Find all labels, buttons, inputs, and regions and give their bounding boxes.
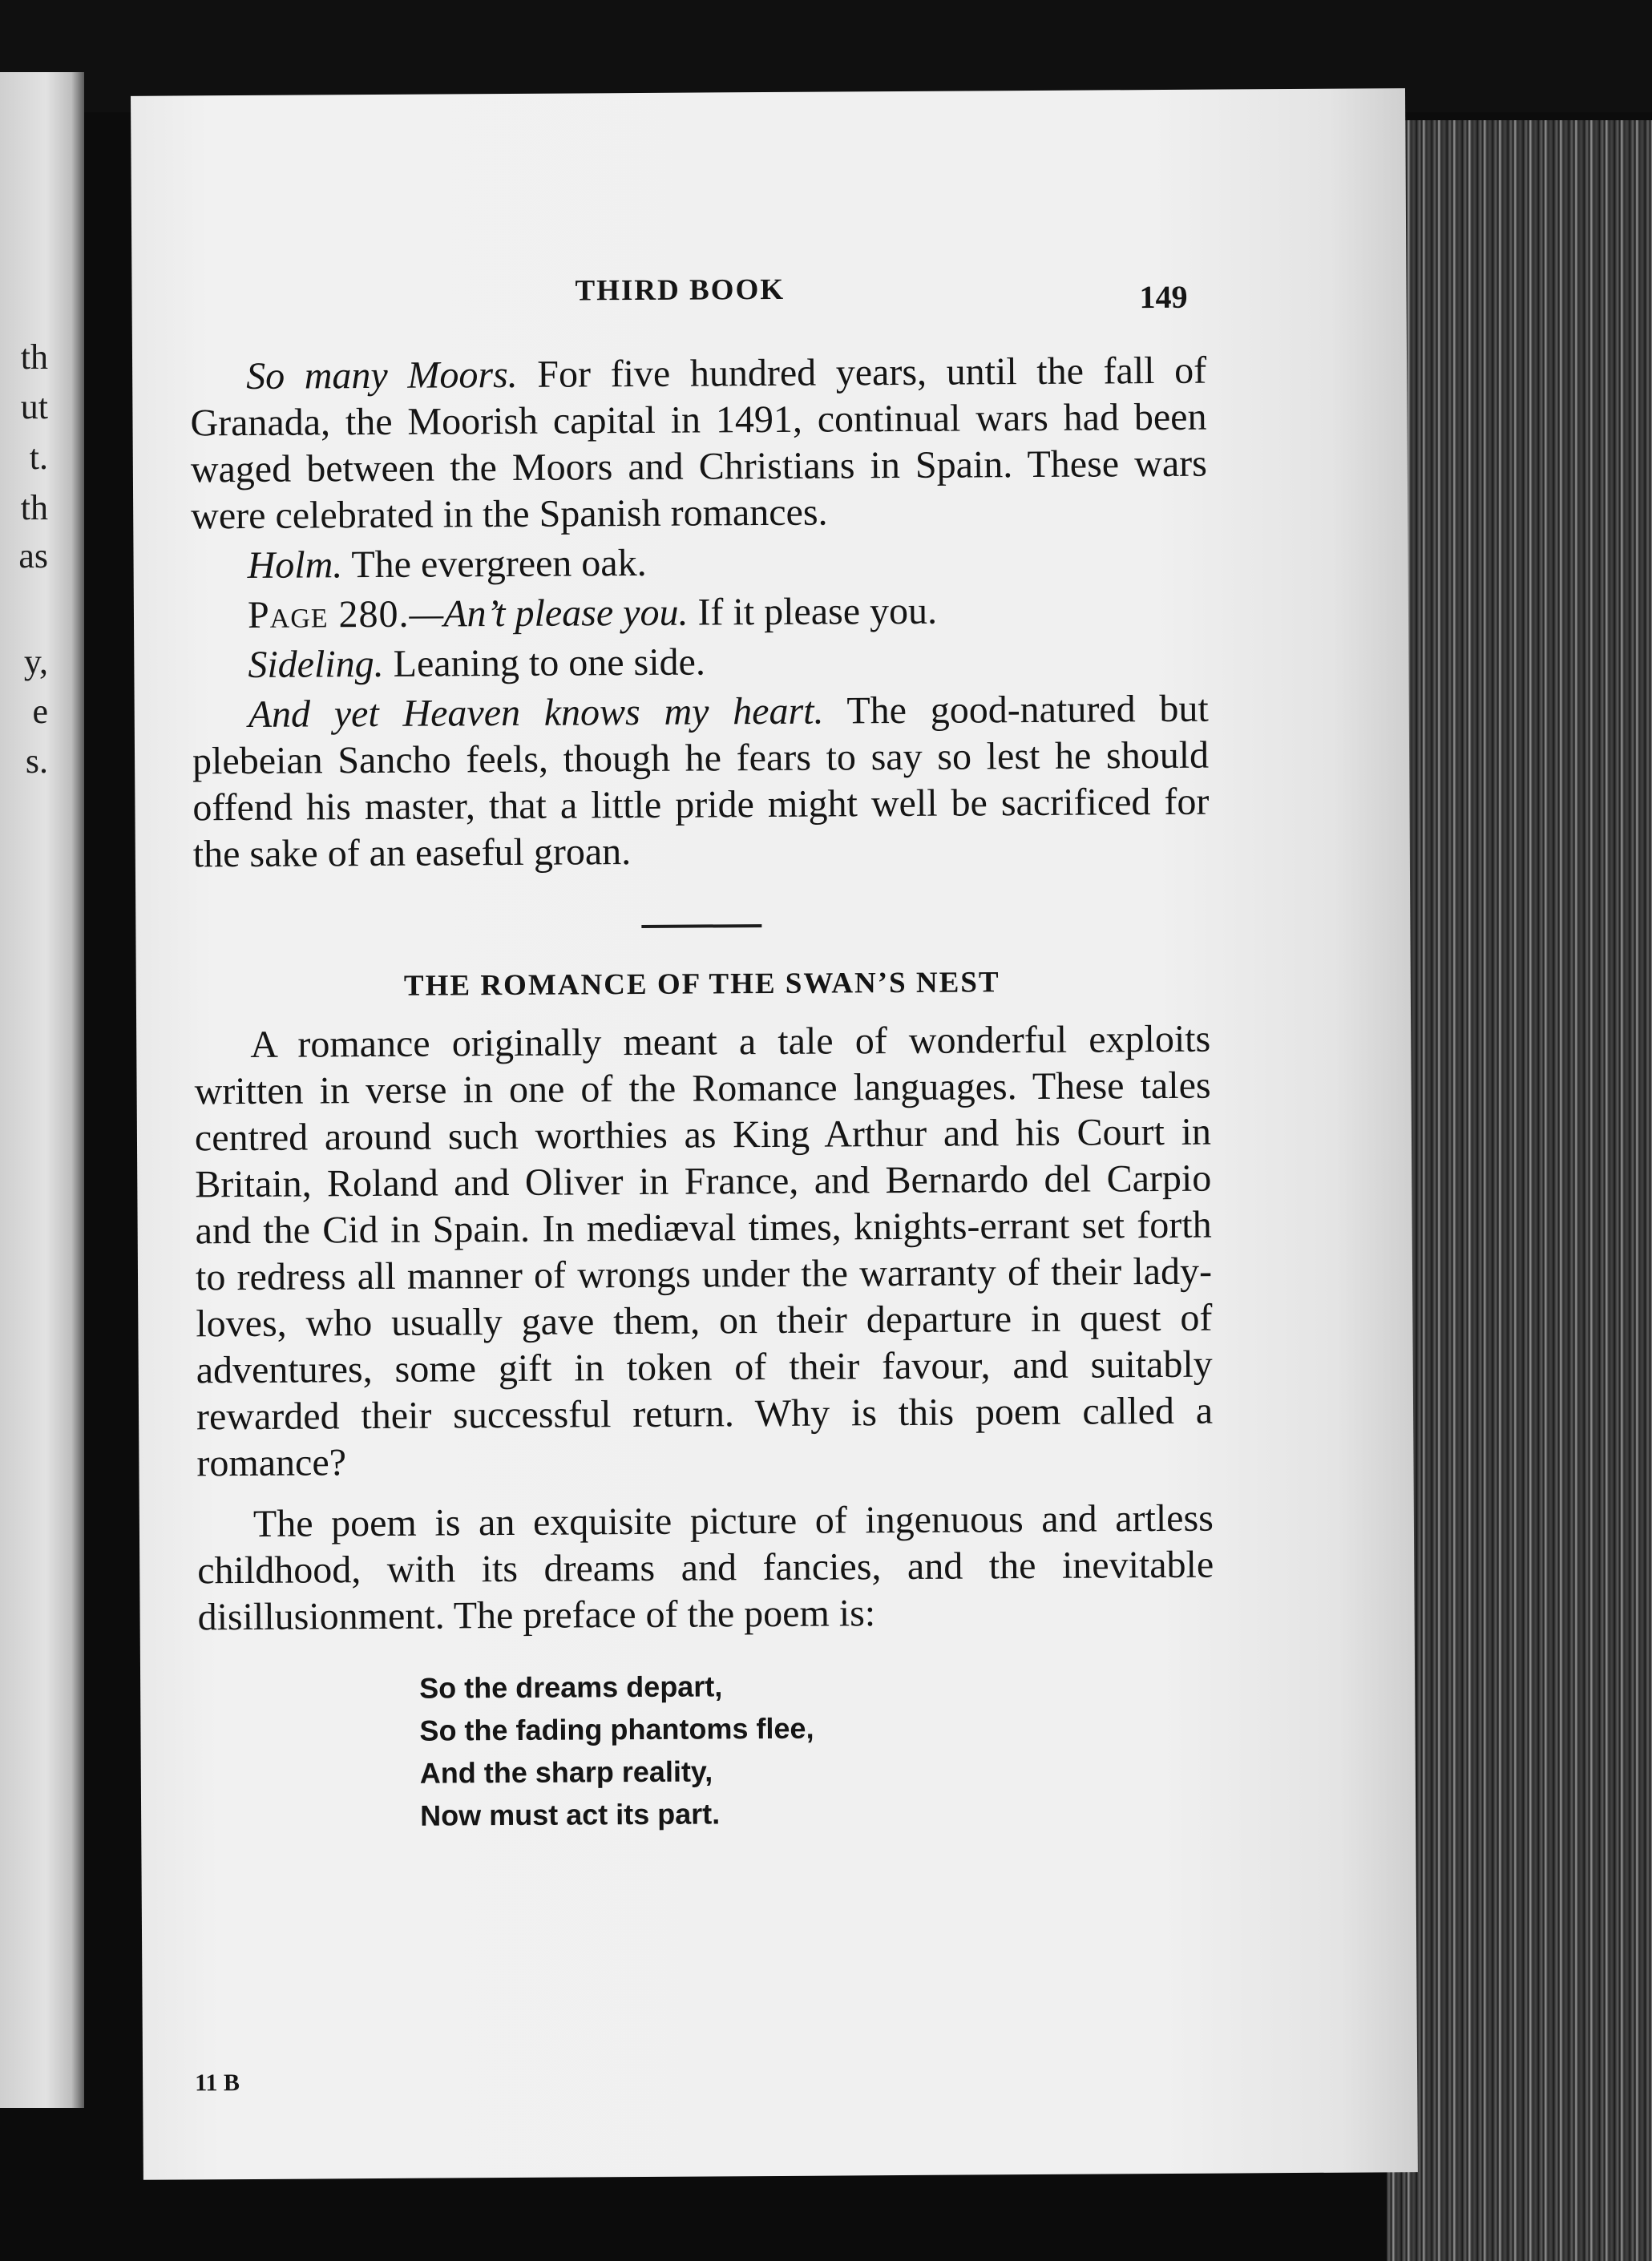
section-divider — [641, 924, 761, 928]
facing-page-fragment: e — [32, 692, 48, 731]
facing-page-fragment: th — [20, 337, 48, 377]
note-text: The good-natured but plebeian Sancho feels, though he fears to say so lest he should offend his master, that a little pride might well be sacrificed for the sake of an easeful groan. — [192, 687, 1210, 876]
facing-page-fragment: th — [20, 488, 48, 527]
note-text: If it please you. — [688, 589, 938, 634]
stanza-line: So the fading phantoms flee, — [419, 1711, 814, 1747]
note-paragraph — [191, 537, 1207, 590]
note-lemma: And yet Heaven knows my heart. — [248, 689, 824, 736]
facing-page-fragment: ut — [20, 387, 48, 426]
note-paragraph — [192, 587, 1208, 640]
note-paragraph — [192, 636, 1208, 689]
note-lemma: Sideling. — [248, 642, 384, 686]
page-number: 149 — [1139, 278, 1188, 316]
note-lemma: So many Moors. — [245, 353, 518, 398]
note-paragraph — [192, 686, 1210, 878]
note-paragraph — [190, 348, 1207, 540]
facing-page-fragment: s. — [25, 741, 48, 781]
page-reference: Page 280. — [247, 592, 410, 636]
note-text: Leaning to one side. — [383, 640, 706, 685]
body-paragraph: A romance originally meant a tale of wonderful exploits written in verse in one of the Romance languages. These tales centred around such worthies as King Arthur and his Court in Britain, Roland and Oliver in France, and Bernardo del Carpio and the Cid in Spain. In mediæval times, knights-errant set forth to redress all manner of wrongs under the warranty of their lady-loves, who usually gave them, on their departure in quest of adventures, some gift in token of their favour, and suitably rewarded their successful return. Why is this poem called a romance? — [194, 1017, 1214, 1485]
stanza-line: And the sharp reality, — [419, 1754, 713, 1790]
note-lemma: —An’t please you. — [409, 591, 689, 636]
note-text: For five hundred years, until the fall of Granada, the Moorish capital in 1491, continual wars had been waged between the Moors and Christians in Spain. These wars were celebrated in the Spanish romances. — [190, 349, 1208, 538]
note-text: The evergreen oak. — [342, 541, 647, 587]
body-paragraph: The poem is an exquisite picture of ingenuous and artless childhood, with its dreams and fancies, and the inevitable disillusionment. The preface of the poem is: — [197, 1496, 1214, 1639]
section-title: THE ROMANCE OF THE SWAN’S NEST — [403, 966, 1000, 1003]
facing-page-fragment: y, — [23, 642, 48, 681]
facing-page-edge — [0, 72, 84, 2108]
running-head: THIRD BOOK — [575, 273, 786, 308]
book-page-edges — [1387, 120, 1652, 2261]
page-body — [190, 348, 1215, 1839]
poem-stanza — [419, 1662, 1215, 1837]
note-lemma: Holm. — [247, 543, 343, 587]
printer-signature-mark: 11 B — [195, 2069, 240, 2097]
book-page — [131, 88, 1418, 2180]
stanza-line: Now must act its part. — [420, 1797, 721, 1832]
facing-page-fragment: t. — [29, 438, 48, 477]
stanza-line: So the dreams depart, — [419, 1670, 723, 1705]
facing-page-fragment: as — [18, 536, 48, 575]
